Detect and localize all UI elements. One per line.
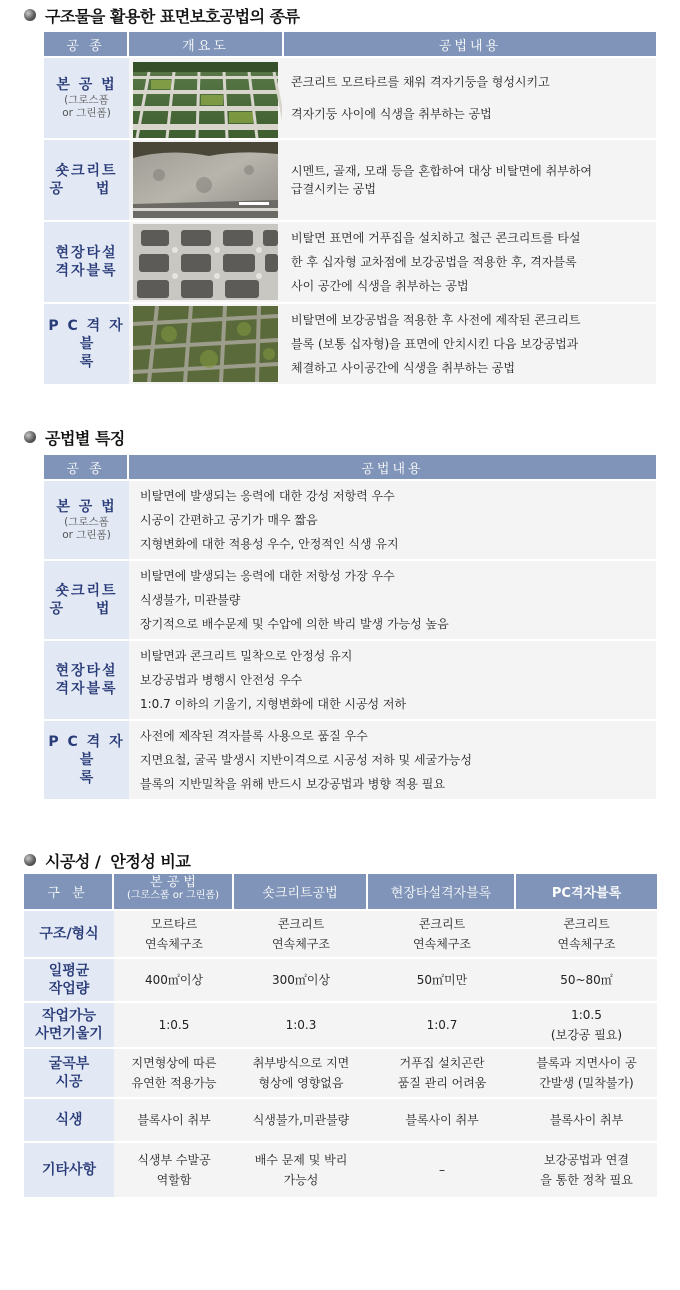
method-name: P C 격 자 bbox=[48, 734, 125, 750]
comparison-cell-line: 블록사이 취부 bbox=[549, 1113, 624, 1127]
methods-types-table bbox=[44, 32, 656, 384]
row-label-line: 기타사항 bbox=[41, 1162, 97, 1178]
method-features-table bbox=[44, 455, 656, 799]
row-label-line: 구조/형식 bbox=[39, 926, 99, 942]
table-row bbox=[44, 639, 656, 719]
table-row bbox=[44, 220, 656, 302]
comparison-cell-line: 400㎡이상 bbox=[144, 973, 204, 987]
header-main-sub: (그로스폼 or 그린폼) bbox=[126, 890, 219, 901]
method-desc-line: 급결시키는 공법 bbox=[291, 182, 376, 196]
feature-line: 비탈면과 콘크리트 밀착으로 안정성 유지 bbox=[140, 649, 353, 663]
row-label bbox=[24, 1047, 114, 1097]
table-row bbox=[24, 1141, 657, 1197]
row-label bbox=[24, 1001, 114, 1047]
table-row bbox=[24, 1047, 657, 1097]
comparison-cell-line: 50~80㎡ bbox=[560, 973, 613, 987]
comparison-cell-line: – bbox=[439, 1163, 445, 1177]
method-desc-line: 한 후 십자형 교차점에 보강공법을 적용한 후, 격자블록 bbox=[291, 255, 577, 269]
comparison-cell-line: 콘크리트 bbox=[418, 917, 466, 931]
comparison-cell bbox=[234, 957, 368, 1001]
table-row bbox=[44, 479, 656, 559]
row-label-line: 굴곡부 bbox=[48, 1056, 90, 1072]
section1-title: 구조물을 활용한 표면보호공법의 종류 bbox=[24, 3, 300, 27]
method-desc-line: 시멘트, 골재, 모래 등을 혼합하여 대상 비탈면에 취부하여 bbox=[291, 164, 592, 178]
header-shotcrete: 숏크리트공법 bbox=[234, 874, 368, 909]
shotcrete-slope-photo bbox=[129, 140, 282, 220]
comparison-cell-line: 보강공법과 연결 bbox=[544, 1153, 629, 1167]
comparison-cell-line: 형상에 영향없음 bbox=[258, 1076, 344, 1090]
feature-line: 지형변화에 대한 적용성 우수, 안정적인 식생 유지 bbox=[140, 537, 399, 551]
comparison-cell-line: 블록사이 취부 bbox=[405, 1113, 479, 1127]
method-desc-line: 격자기둥 사이에 식생을 취부하는 공법 bbox=[291, 107, 492, 121]
feature-line: 식생불가, 미관불량 bbox=[140, 593, 241, 607]
concrete-grid-grass-photo bbox=[129, 58, 282, 138]
row-label-line: 작업량 bbox=[48, 981, 90, 997]
method-name-2: 공 법 bbox=[49, 601, 124, 617]
comparison-cell bbox=[368, 957, 516, 1001]
comparison-cell bbox=[516, 1097, 657, 1141]
header-diagram: 개요도 bbox=[129, 32, 284, 56]
bullet-icon bbox=[24, 854, 36, 866]
row-label-line: 작업가능 bbox=[41, 1008, 97, 1024]
method-sub: (그로스폼 bbox=[64, 516, 109, 528]
comparison-cell bbox=[234, 1097, 368, 1141]
method-name: P C 격 자 bbox=[48, 318, 125, 334]
header-gubun: 구 분 bbox=[24, 874, 114, 909]
feature-line: 장기적으로 배수문제 및 수압에 의한 박리 발생 가능성 높음 bbox=[140, 617, 449, 631]
comparison-cell bbox=[114, 1001, 234, 1047]
feature-line: 보강공법과 병행시 안전성 우수 bbox=[140, 673, 303, 687]
method-desc-line: 비탈면 표면에 거푸집을 설치하고 철근 콘크리트를 타설 bbox=[291, 231, 581, 245]
row-label-line: 일평균 bbox=[48, 963, 90, 979]
comparison-cell bbox=[114, 909, 234, 957]
method-sub: or 그린폼) bbox=[62, 107, 111, 119]
comparison-cell bbox=[114, 1047, 234, 1097]
header-cast: 현장타설격자블록 bbox=[368, 874, 516, 909]
row-label bbox=[24, 957, 114, 1001]
comparison-cell bbox=[368, 1001, 516, 1047]
header-main: 본 공 법 bbox=[150, 875, 196, 890]
cast-grid-block-photo bbox=[129, 222, 282, 302]
comparison-cell bbox=[368, 1047, 516, 1097]
comparison-cell-line: 식생부 수발공 bbox=[137, 1153, 211, 1167]
method-name: 숏크리트 bbox=[55, 163, 118, 179]
comparison-cell-line: 배수 문제 및 박리 bbox=[254, 1153, 348, 1167]
table-row bbox=[24, 957, 657, 1001]
comparison-cell-line: 품질 관리 어려움 bbox=[397, 1076, 487, 1090]
method-name-2: 격자블록 bbox=[55, 263, 118, 279]
table-row bbox=[24, 1001, 657, 1047]
comparison-cell bbox=[114, 957, 234, 1001]
comparison-cell bbox=[114, 1097, 234, 1141]
comparison-cell bbox=[516, 1141, 657, 1197]
table-row bbox=[24, 1097, 657, 1141]
comparison-cell bbox=[516, 1047, 657, 1097]
feature-line: 사전에 제작된 격자블록 사용으로 품질 우수 bbox=[140, 729, 368, 743]
comparison-cell-line: 간발생 (밀착불가) bbox=[539, 1076, 634, 1090]
comparison-cell bbox=[368, 909, 516, 957]
comparison-cell bbox=[234, 1141, 368, 1197]
section3-title: 시공성 / 안정성 비교 bbox=[24, 848, 190, 872]
method-name: 숏크리트 bbox=[55, 583, 118, 599]
comparison-cell bbox=[234, 909, 368, 957]
method-name-2: 공 법 bbox=[49, 181, 124, 197]
method-desc-line: 체결하고 사이공간에 식생을 취부하는 공법 bbox=[291, 361, 515, 375]
method-name: 현장타설 bbox=[55, 663, 118, 679]
row-label-line: 시공 bbox=[55, 1074, 83, 1090]
row-label-line: 식생 bbox=[55, 1112, 83, 1128]
pc-grid-block-photo bbox=[129, 304, 282, 384]
comparison-cell bbox=[234, 1001, 368, 1047]
feature-line: 1:0.7 이하의 기울기, 지형변화에 대한 시공성 저하 bbox=[140, 697, 407, 711]
comparison-cell bbox=[516, 957, 657, 1001]
comparison-cell bbox=[516, 909, 657, 957]
comparison-cell-line: 식생불가,미관불량 bbox=[252, 1113, 350, 1127]
comparison-cell-line: 1:0.5 bbox=[571, 1008, 602, 1022]
method-desc-line: 블록 (보통 십자형)을 표면에 안치시킨 다음 보강공법과 bbox=[291, 337, 579, 351]
comparison-cell-line: 거푸집 설치곤란 bbox=[399, 1056, 485, 1070]
table-row bbox=[44, 559, 656, 639]
table-row bbox=[44, 56, 656, 138]
table-row bbox=[44, 719, 656, 799]
comparison-cell-line: 취부방식으로 지면 bbox=[252, 1056, 350, 1070]
comparison-cell-line: 50㎡미만 bbox=[416, 973, 468, 987]
comparison-cell-line: 연속체구조 bbox=[272, 937, 330, 951]
row-label bbox=[24, 1097, 114, 1141]
comparison-cell-line: 연속체구조 bbox=[557, 937, 616, 951]
method-name: 현장타설 bbox=[55, 245, 118, 261]
comparison-cell bbox=[114, 1141, 234, 1197]
comparison-cell-line: 1:0.5 bbox=[158, 1018, 190, 1032]
method-sub: (그로스폼 bbox=[64, 94, 109, 106]
feature-line: 블록의 지반밀착을 위해 반드시 보강공법과 병향 적용 필요 bbox=[140, 777, 445, 791]
method-desc-line: 비탈면에 보강공법을 적용한 후 사전에 제작된 콘크리트 bbox=[291, 313, 581, 327]
table-row bbox=[44, 138, 656, 220]
header-content: 공법내용 bbox=[284, 32, 656, 56]
method-name-2: 격자블록 bbox=[55, 681, 118, 697]
bullet-icon bbox=[24, 9, 36, 21]
comparison-cell-line: 블록과 지면사이 공 bbox=[536, 1056, 637, 1070]
row-label-line: 사면기울기 bbox=[35, 1026, 103, 1042]
row-label bbox=[24, 909, 114, 957]
row-label bbox=[24, 1141, 114, 1197]
method-desc-line: 사이 공간에 식생을 취부하는 공법 bbox=[291, 279, 469, 293]
comparison-cell-line: 콘크리트 bbox=[277, 917, 325, 931]
comparison-cell-line: 1:0.3 bbox=[285, 1018, 317, 1032]
comparison-cell-line: 역할함 bbox=[156, 1173, 192, 1187]
comparison-cell-line: 지면형상에 따른 bbox=[131, 1056, 217, 1070]
section2-title: 공법별 특징 bbox=[24, 425, 125, 449]
header-pc: PC격자블록 bbox=[516, 874, 657, 909]
comparison-cell-line: (보강공 필요) bbox=[550, 1028, 623, 1042]
comparison-cell-line: 모르타르 bbox=[150, 917, 198, 931]
comparison-cell-line: 300㎡이상 bbox=[271, 973, 331, 987]
method-name-2: 블 록 bbox=[79, 752, 128, 786]
comparison-cell bbox=[368, 1141, 516, 1197]
header-type: 공 종 bbox=[44, 32, 129, 56]
comparison-cell-line: 연속체구조 bbox=[145, 937, 203, 951]
comparison-cell-line: 가능성 bbox=[283, 1173, 319, 1187]
method-sub: or 그린폼) bbox=[62, 529, 111, 541]
comparison-cell-line: 블록사이 취부 bbox=[137, 1113, 211, 1127]
feature-line: 비탈면에 발생되는 응력에 대한 강성 저항력 우수 bbox=[140, 489, 395, 503]
comparison-cell-line: 연속체구조 bbox=[413, 937, 471, 951]
header-type: 공 종 bbox=[44, 455, 129, 479]
bullet-icon bbox=[24, 431, 36, 443]
table-row bbox=[24, 909, 657, 957]
method-name: 본 공 법 bbox=[56, 499, 117, 515]
comparison-cell-line: 을 통한 정착 필요 bbox=[540, 1173, 633, 1187]
method-name-2: 블 록 bbox=[79, 336, 128, 370]
feature-line: 시공이 간편하고 공기가 매우 짧음 bbox=[140, 513, 318, 527]
comparison-cell-line: 콘크리트 bbox=[563, 917, 610, 931]
method-name: 본 공 법 bbox=[56, 77, 117, 93]
comparison-cell bbox=[234, 1047, 368, 1097]
comparison-cell-line: 1:0.7 bbox=[426, 1018, 458, 1032]
table-row bbox=[44, 302, 656, 384]
comparison-table bbox=[24, 874, 657, 1197]
method-desc-line: 콘크리트 모르타르를 채워 격자기둥을 형성시키고 bbox=[291, 75, 550, 89]
feature-line: 지면요철, 굴곡 발생시 지반이격으로 시공성 저하 및 세굴가능성 bbox=[140, 753, 472, 767]
comparison-cell bbox=[516, 1001, 657, 1047]
comparison-cell bbox=[368, 1097, 516, 1141]
comparison-cell-line: 유연한 적용가능 bbox=[131, 1076, 217, 1090]
header-content: 공법내용 bbox=[129, 455, 656, 479]
feature-line: 비탈면에 발생되는 응력에 대한 저항성 가장 우수 bbox=[140, 569, 395, 583]
